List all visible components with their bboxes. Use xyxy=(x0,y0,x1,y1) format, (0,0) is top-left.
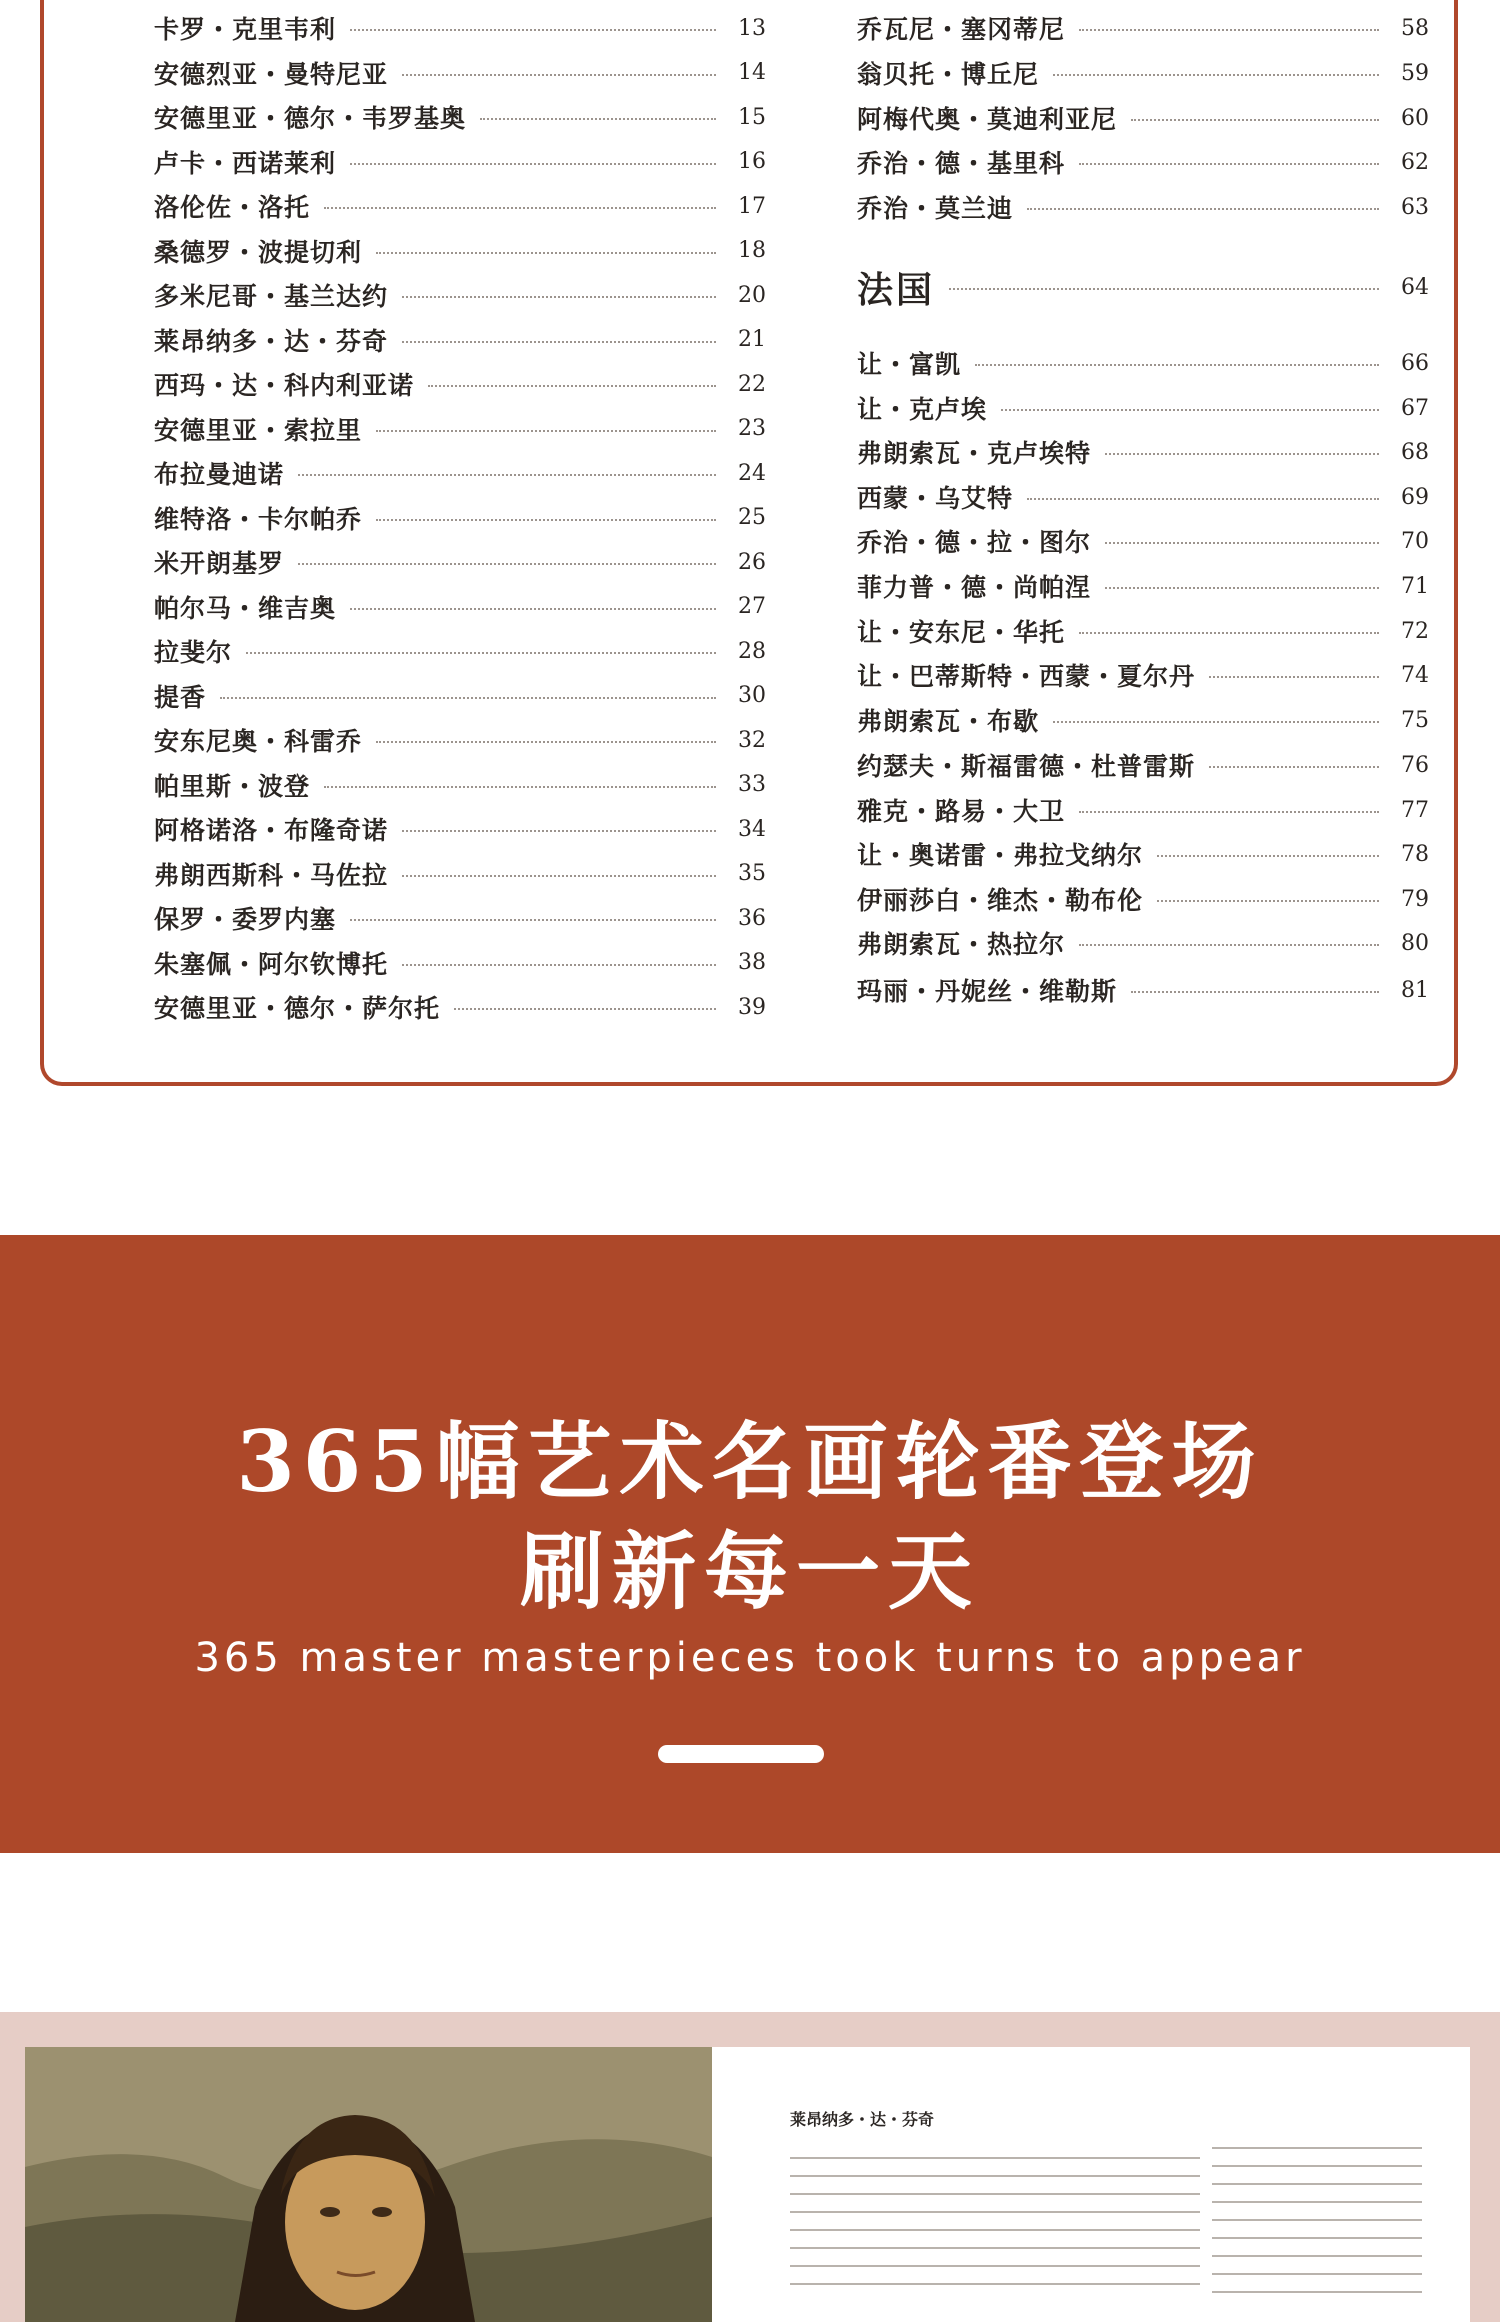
mona-lisa-painting xyxy=(25,2047,712,2322)
toc-leader-dots xyxy=(1079,632,1379,634)
toc-entry-page: 27 xyxy=(738,594,766,619)
toc-entry xyxy=(154,8,766,48)
toc-leader-dots xyxy=(376,430,716,432)
toc-entry-page: 80 xyxy=(1401,930,1429,956)
toc-entry-name: 阿梅代奥・莫迪利亚尼 xyxy=(857,105,1118,134)
toc-entry-name: 拉斐尔 xyxy=(154,638,233,667)
toc-entry xyxy=(154,142,766,182)
toc-entry-page: 70 xyxy=(1401,528,1429,554)
book-page xyxy=(712,2047,1470,2322)
toc-leader-dots xyxy=(480,118,716,120)
toc-entry-name: 让・安东尼・华托 xyxy=(857,618,1066,647)
toc-leader-dots xyxy=(298,563,716,565)
toc-leader-dots xyxy=(1001,409,1379,411)
toc-leader-dots xyxy=(975,364,1379,366)
toc-entry-name: 帕里斯・波登 xyxy=(154,771,311,801)
toc-entry xyxy=(857,834,1429,874)
toc-entry-name: 玛丽・丹妮丝・维勒斯 xyxy=(857,977,1118,1006)
toc-entry xyxy=(857,790,1429,830)
toc-entry-name: 西玛・达・科内利亚诺 xyxy=(154,371,415,400)
toc-entry-page: 81 xyxy=(1401,977,1429,1003)
toc-entry xyxy=(154,765,766,805)
toc-leader-dots xyxy=(324,207,716,209)
toc-entry-name: 弗朗索瓦・克卢埃特 xyxy=(857,439,1092,468)
toc-entry-name: 让・克卢埃 xyxy=(857,395,988,424)
toc-leader-dots xyxy=(298,474,716,476)
book-page-title: 莱昂纳多・达・芬奇 xyxy=(790,2110,935,2129)
toc-leader-dots xyxy=(1105,542,1379,544)
toc-entry-page: 63 xyxy=(1401,194,1429,220)
toc-entry-page: 78 xyxy=(1401,841,1429,867)
toc-leader-dots xyxy=(402,964,716,966)
toc-entry-page: 76 xyxy=(1401,752,1429,778)
toc-entry xyxy=(857,142,1429,182)
toc-entry xyxy=(857,566,1429,606)
toc-entry-page: 24 xyxy=(738,460,766,486)
toc-leader-dots xyxy=(350,919,716,921)
toc-entry-page: 58 xyxy=(1401,15,1429,41)
toc-entry xyxy=(857,98,1429,138)
toc-leader-dots xyxy=(949,288,1379,290)
toc-entry xyxy=(154,453,766,493)
toc-entry-name: 乔治・德・基里科 xyxy=(857,149,1066,178)
toc-entry xyxy=(857,611,1429,651)
toc-entry xyxy=(154,676,766,716)
toc-entry-page: 36 xyxy=(738,905,766,931)
toc-entry-page: 35 xyxy=(738,861,766,886)
toc-leader-dots xyxy=(350,29,716,31)
toc-leader-dots xyxy=(1157,855,1379,857)
toc-entry xyxy=(857,521,1429,561)
toc-leader-dots xyxy=(402,875,716,877)
toc-leader-dots xyxy=(220,697,716,699)
toc-entry xyxy=(154,275,766,315)
toc-entry xyxy=(154,231,766,271)
toc-entry-name: 菲力普・德・尚帕涅 xyxy=(857,573,1092,602)
toc-leader-dots xyxy=(1079,163,1379,165)
toc-entry-page: 30 xyxy=(738,683,766,708)
toc-entry-page: 33 xyxy=(738,772,766,797)
toc-entry xyxy=(857,879,1429,919)
banner-headline: 365幅艺术名画轮番登场 xyxy=(236,1412,1264,1511)
toc-entry-page: 28 xyxy=(738,638,766,664)
toc-entry-page: 75 xyxy=(1401,707,1429,733)
toc-entry-name: 朱塞佩・阿尔钦博托 xyxy=(154,949,389,979)
toc-entry xyxy=(154,320,766,360)
toc-entry-page: 72 xyxy=(1401,618,1429,644)
toc-entry-name: 伊丽莎白・维杰・勒布伦 xyxy=(857,886,1144,915)
toc-leader-dots xyxy=(1105,587,1379,589)
banner-divider xyxy=(658,1745,824,1763)
toc-entry-name: 弗朗索瓦・布歇 xyxy=(857,707,1040,736)
toc-entry-name: 安德里亚・德尔・韦罗基奥 xyxy=(154,104,467,133)
toc-entry-page: 77 xyxy=(1401,797,1429,823)
toc-entry xyxy=(857,343,1429,383)
toc-leader-dots xyxy=(1027,208,1379,210)
toc-entry-name: 帕尔马・维吉奥 xyxy=(154,593,337,623)
toc-entry-name: 维特洛・卡尔帕乔 xyxy=(154,504,363,534)
toc-leader-dots xyxy=(376,741,716,743)
toc-entry-name: 布拉曼迪诺 xyxy=(154,460,285,489)
toc-leader-dots xyxy=(1105,453,1379,455)
toc-leader-dots xyxy=(1053,721,1379,723)
toc-entry-page: 14 xyxy=(738,60,766,85)
toc-entry-page: 38 xyxy=(738,950,766,975)
toc-entry-page: 59 xyxy=(1401,60,1429,86)
toc-entry-page: 13 xyxy=(738,15,766,41)
toc-entry xyxy=(154,631,766,671)
toc-entry-name: 乔瓦尼・塞冈蒂尼 xyxy=(857,15,1066,44)
toc-entry xyxy=(154,409,766,449)
toc-entry-page: 32 xyxy=(738,727,766,753)
toc-leader-dots xyxy=(324,786,716,788)
toc-leader-dots xyxy=(402,830,716,832)
toc-leader-dots xyxy=(1079,29,1379,31)
toc-leader-dots xyxy=(1079,944,1379,946)
toc-entry xyxy=(154,97,766,137)
toc-entry-name: 让・巴蒂斯特・西蒙・夏尔丹 xyxy=(857,662,1196,691)
toc-entry-page: 22 xyxy=(738,371,766,397)
toc-entry-name: 法国 xyxy=(857,268,936,311)
toc-leader-dots xyxy=(376,252,716,254)
toc-entry-page: 66 xyxy=(1401,350,1429,376)
toc-entry-page: 23 xyxy=(738,416,766,441)
toc-entry-page: 21 xyxy=(738,327,766,352)
toc-leader-dots xyxy=(1157,900,1379,902)
toc-leader-dots xyxy=(428,385,716,387)
toc-leader-dots xyxy=(246,652,716,654)
toc-entry xyxy=(857,970,1429,1010)
toc-entry-name: 乔治・莫兰迪 xyxy=(857,194,1014,223)
toc-entry xyxy=(154,898,766,938)
toc-entry xyxy=(857,388,1429,428)
toc-leader-dots xyxy=(402,296,716,298)
toc-leader-dots xyxy=(1131,119,1379,121)
toc-entry xyxy=(857,432,1429,472)
toc-entry-page: 79 xyxy=(1401,886,1429,912)
toc-leader-dots xyxy=(402,74,716,76)
toc-entry-page: 34 xyxy=(738,816,766,842)
toc-entry-name: 西蒙・乌艾特 xyxy=(857,484,1014,513)
toc-entry xyxy=(857,700,1429,740)
toc-leader-dots xyxy=(454,1008,716,1010)
toc-entry-page: 18 xyxy=(738,238,766,263)
toc-entry-name: 弗朗索瓦・热拉尔 xyxy=(857,930,1066,959)
banner-headline-2: 刷新每一天 xyxy=(519,1522,980,1621)
toc-entry-page: 25 xyxy=(738,505,766,530)
banner-subtitle: 365 master masterpieces took turns to appear xyxy=(194,1635,1306,1681)
toc-leader-dots xyxy=(402,341,716,343)
toc-entry-name: 提香 xyxy=(154,682,207,712)
toc-entry-page: 71 xyxy=(1401,573,1429,599)
toc-entry-page: 17 xyxy=(738,193,766,219)
toc-entry xyxy=(154,809,766,849)
toc-entry xyxy=(154,720,766,760)
toc-entry xyxy=(857,923,1429,963)
toc-entry-name: 保罗・委罗内塞 xyxy=(154,905,337,934)
book-page-side-text xyxy=(1212,2147,1422,2309)
toc-leader-dots xyxy=(1209,676,1379,678)
toc-leader-dots xyxy=(1131,991,1379,993)
toc-leader-dots xyxy=(350,163,716,165)
toc-entry-page: 74 xyxy=(1401,662,1429,688)
toc-entry-name: 安德里亚・德尔・萨尔托 xyxy=(154,994,441,1023)
toc-entry xyxy=(154,943,766,983)
toc-entry-name: 乔治・德・拉・图尔 xyxy=(857,528,1092,557)
toc-entry xyxy=(857,745,1429,785)
toc-entry xyxy=(154,587,766,627)
toc-section-heading xyxy=(857,267,1429,311)
toc-entry-page: 15 xyxy=(738,104,766,130)
toc-entry-page: 67 xyxy=(1401,395,1429,421)
toc-entry xyxy=(857,53,1429,93)
toc-entry-name: 安德里亚・索拉里 xyxy=(154,415,363,445)
toc-entry xyxy=(154,854,766,894)
toc-entry xyxy=(154,987,766,1027)
promo-banner xyxy=(0,1235,1500,1853)
toc-entry-page: 64 xyxy=(1401,274,1429,300)
toc-entry-name: 安东尼奥・科雷乔 xyxy=(154,727,363,756)
toc-entry-page: 69 xyxy=(1401,484,1429,510)
toc-entry-name: 弗朗西斯科・马佐拉 xyxy=(154,860,389,890)
toc-entry-name: 桑德罗・波提切利 xyxy=(154,237,363,267)
toc-entry-page: 62 xyxy=(1401,149,1429,175)
toc-entry xyxy=(154,542,766,582)
toc-entry-name: 多米尼哥・基兰达约 xyxy=(154,282,389,311)
toc-leader-dots xyxy=(1209,766,1379,768)
toc-leader-dots xyxy=(1053,74,1379,76)
table-of-contents xyxy=(40,0,1458,1086)
toc-entry xyxy=(154,53,766,93)
toc-leader-dots xyxy=(1027,498,1379,500)
toc-entry-page: 60 xyxy=(1401,105,1429,131)
toc-entry xyxy=(857,655,1429,695)
toc-entry-name: 雅克・路易・大卫 xyxy=(857,797,1066,826)
toc-entry-page: 26 xyxy=(738,549,766,575)
toc-entry-name: 米开朗基罗 xyxy=(154,549,285,578)
toc-leader-dots xyxy=(376,519,716,521)
book-preview xyxy=(0,2012,1500,2322)
toc-entry-name: 让・富凯 xyxy=(857,350,962,379)
toc-entry xyxy=(154,186,766,226)
toc-entry-page: 16 xyxy=(738,149,766,174)
toc-entry xyxy=(154,498,766,538)
toc-entry-name: 翁贝托・博丘尼 xyxy=(857,60,1040,89)
toc-entry xyxy=(154,364,766,404)
toc-entry xyxy=(857,477,1429,517)
toc-entry-page: 39 xyxy=(738,994,766,1020)
toc-leader-dots xyxy=(1079,811,1379,813)
toc-entry-name: 卡罗・克里韦利 xyxy=(154,15,337,44)
book-page-body-text xyxy=(790,2157,1200,2301)
toc-entry xyxy=(857,187,1429,227)
toc-entry-page: 68 xyxy=(1401,439,1429,465)
toc-entry-page: 20 xyxy=(738,282,766,308)
toc-entry-name: 约瑟夫・斯福雷德・杜普雷斯 xyxy=(857,752,1196,781)
toc-entry-name: 莱昂纳多・达・芬奇 xyxy=(154,326,389,356)
toc-entry-name: 让・奥诺雷・弗拉戈纳尔 xyxy=(857,841,1144,870)
toc-entry-name: 洛伦佐・洛托 xyxy=(154,193,311,222)
toc-entry-name: 卢卡・西诺莱利 xyxy=(154,148,337,178)
toc-leader-dots xyxy=(350,608,716,610)
toc-entry-name: 阿格诺洛・布隆奇诺 xyxy=(154,816,389,845)
toc-entry xyxy=(857,8,1429,48)
toc-entry-name: 安德烈亚・曼特尼亚 xyxy=(154,59,389,89)
